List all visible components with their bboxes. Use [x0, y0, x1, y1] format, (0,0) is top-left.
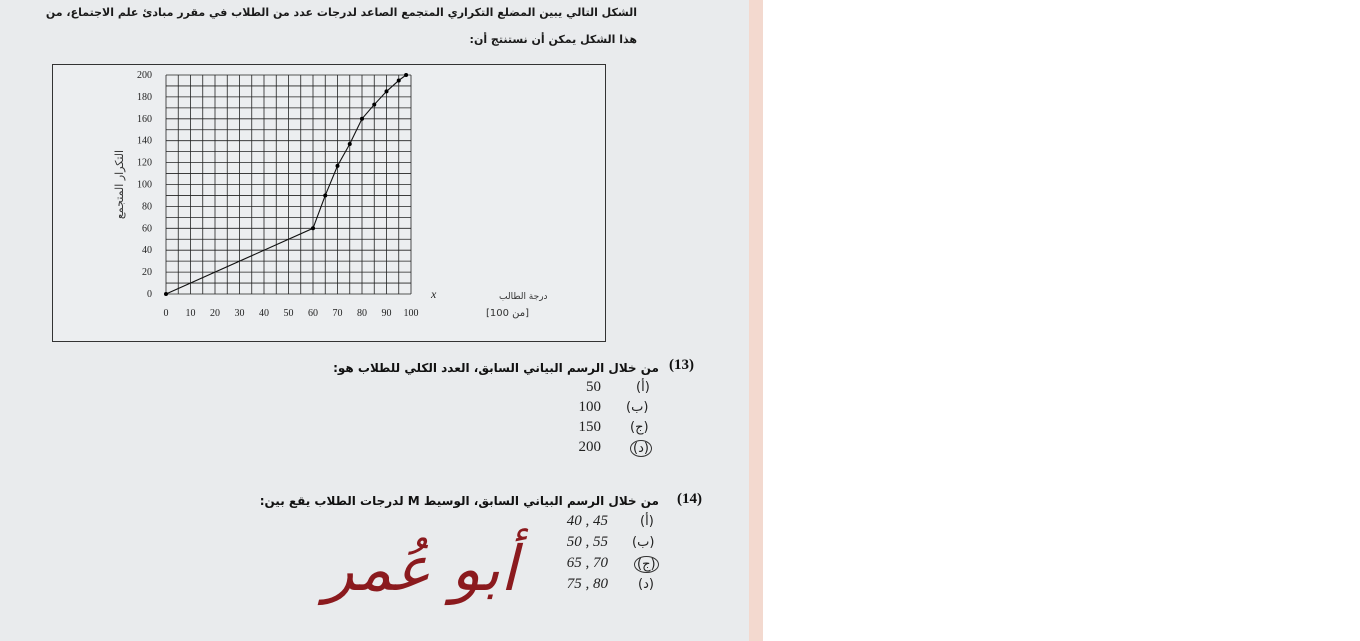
x-tick-label: 50: [283, 308, 294, 319]
ogive-chart: [52, 64, 606, 342]
y-tick-label: 180: [137, 91, 152, 103]
data-point: [336, 164, 340, 168]
q14-option-d-label[interactable]: (د): [638, 577, 654, 592]
signature-watermark: [74, 518, 518, 608]
q14-option-a-value: 40 , 45: [566, 513, 608, 529]
q14-option-c-value: 65 , 70: [566, 555, 608, 571]
q13-number: (13): [669, 357, 694, 373]
data-point: [372, 103, 376, 107]
x-axis-unit: [من 100]: [486, 308, 530, 319]
x-tick-label: 80: [357, 308, 367, 319]
y-tick-label: 60: [142, 223, 152, 235]
intro-line-2: هذا الشكل يمكن أن نستنتج أن:: [469, 33, 637, 46]
q13-option-b-value: 100: [578, 399, 601, 415]
x-axis-variable: x: [431, 287, 437, 301]
y-tick-label: 160: [137, 113, 152, 125]
q13-option-a-value: 50: [586, 379, 601, 395]
q14-option-c-label-selected[interactable]: (ج): [634, 556, 659, 573]
data-point: [164, 292, 168, 296]
q14-text: من خلال الرسم البياني السابق، الوسيط M لدرجات الطلاب يقع بين:: [259, 494, 659, 508]
intro-line-1: الشكل التالي يبين المضلع التكراري المتجمع الصاعد لدرجات عدد من الطلاب في مقرر مبادئ علم الاجتماع، من: [45, 6, 637, 19]
x-tick-label: 40: [259, 308, 269, 319]
chart-svg: [53, 65, 605, 341]
x-tick-label: 0: [163, 308, 169, 319]
x-tick-label: 60: [308, 308, 318, 319]
data-point: [323, 193, 327, 197]
x-tick-label: 30: [234, 308, 245, 319]
y-tick-label: 120: [137, 157, 152, 169]
y-tick-label: 200: [137, 70, 152, 81]
y-tick-label: 100: [137, 179, 152, 191]
x-tick-label: 100: [403, 308, 419, 319]
data-point: [404, 73, 408, 77]
q13-option-d-value: 200: [578, 439, 601, 455]
data-point: [397, 78, 401, 82]
q13-option-c-value: 150: [578, 419, 601, 435]
x-tick-label: 70: [332, 308, 343, 319]
q14-option-a-label[interactable]: (أ): [640, 514, 654, 529]
x-tick-label: 90: [381, 308, 392, 319]
q14-option-d-value: 75 , 80: [566, 576, 608, 592]
y-axis-label: التكرار المتجمع: [113, 149, 126, 220]
q13-option-c-label[interactable]: (ج): [630, 420, 649, 435]
y-tick-label: 80: [142, 201, 152, 213]
y-tick-label: 20: [142, 267, 152, 279]
x-axis-label: درجة الطالب: [499, 292, 548, 302]
y-tick-label: 0: [147, 289, 152, 300]
q14-option-b-value: 50 , 55: [566, 534, 608, 550]
x-tick-label: 10: [185, 308, 196, 319]
y-tick-label: 40: [142, 245, 152, 257]
adjacent-paper-edge: [749, 0, 763, 641]
q14-option-b-label[interactable]: (ب): [632, 535, 655, 550]
q13-text: من خلال الرسم البياني السابق، العدد الكلي للطلاب هو:: [333, 361, 659, 375]
x-tick-label: 20: [210, 308, 220, 319]
data-point: [385, 89, 389, 93]
svg-text:أبو عُمر: أبو عُمر: [324, 532, 518, 605]
data-point: [348, 142, 352, 146]
data-point: [311, 226, 315, 230]
q13-option-a-label[interactable]: (أ): [636, 380, 650, 395]
y-tick-label: 140: [137, 135, 152, 147]
q13-option-d-label-selected[interactable]: (د): [630, 440, 652, 457]
q13-option-b-label[interactable]: (ب): [626, 400, 649, 415]
q14-number: (14): [677, 491, 702, 507]
data-point: [360, 117, 364, 121]
